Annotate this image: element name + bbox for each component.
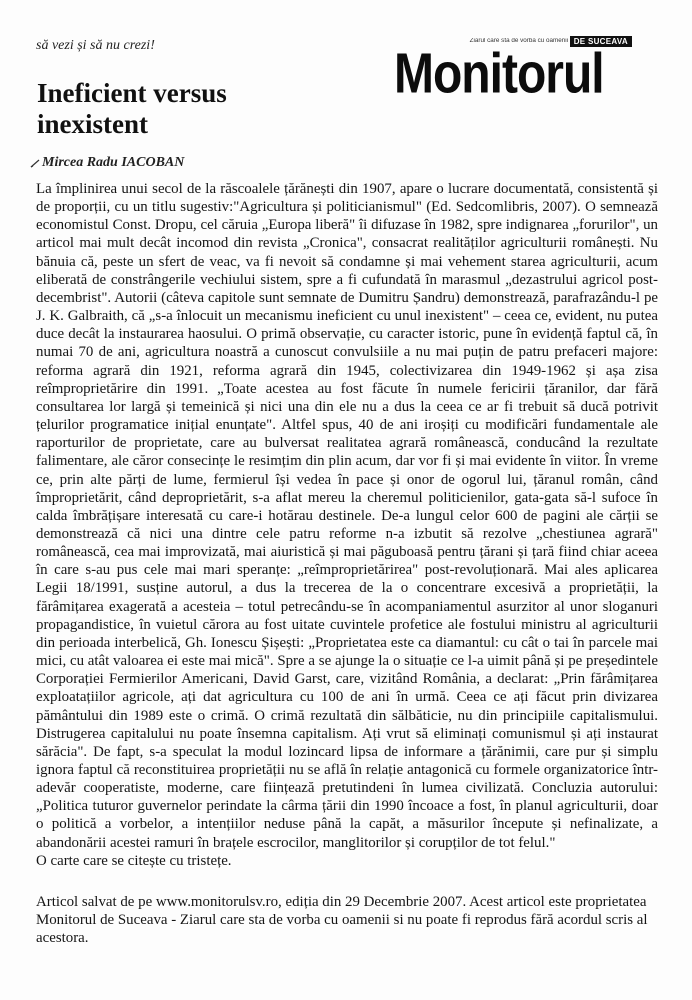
section-kicker: să vezi și să nu crezi! [36,38,155,53]
author-byline [30,155,184,171]
masthead-tagline: Ziarul care stă de vorbă cu oamenii [469,38,569,44]
article-paragraph: La împlinirea unui secol de la răscoalele țărănești din 1907, apare o lucrare documentată, consistentă și de proporții, cu un titlu sugestiv:"Agricultura și politicianismul" (Ed. Sedcomlibris, 2007). O semnează economistul Const. Dropu, cel căruia „Europa liberă" îi difuzase în 1982, spre indignarea „forurilor", un articol mai mult decât incomod din revista „Cronica", consacrat realităților agriculturii românești. Nu bănuia că, peste un sfert de veac, va fi nevoit să condamne și mai vehement starea agriculturii, acum eliberată de constrângerile vechiului sistem, spre a fi cufundată în marasmul „dezastrului agricol post-decembrist". Autorii (câteva capitole sunt semnate de Dumitru Șandru) demonstrează, parafrazându-l pe J. K. Galbraith, că „s-a înlocuit un mecanismu ineficient cu unul inexistent" – ceea ce, evident, nu putea duce decât la instaurarea haosului. O primă observație, cu caracter istoric, pune în evidență faptul că, în numai 70 de ani, agricultura noastră a cunoscut convulsiile a nu mai puțin de patru prefaceri majore: reforma agrară din 1921, reforma agrară din 1945, colectivizarea din 1949-1962 și așa zisa reîmproprietărire din 1991. „Toate acestea au fost făcute în numele fericirii țăranilor, dar fără consultarea lor largă și temeinică și nici una din ele nu a dus la ceea ce ar fi trebuit să ducă potrivit țelurilor programatice inițial enunțate". Altfel spus, 40 de ani iroșiți cu modificări fundamentale ale raporturilor de proprietate, care au bulversat realitatea agrară românească, conducând la rezultate falimentare, ale căror consecințe le resimțim din plin acum, dar vor fi și mai evidente în viitor. În vreme ce, prin alte părți de lume, fermierul își vedea în pace și onor de ogorul lui, țăranul român, când împroprietărit, când deproprietărit, s-a aflat mereu la cheremul politicienilor, gata-gata să-l sufoce în calda îmbrățișare interesată cu care-i hotărau destinele. De-a lungul celor 600 de pagini ale cărții se demonstrează că nici una dintre cele patru reforme n-a izbutit să rezolve „chestiunea agrară" românească, cea mai improvizată, mai aiuristică și mai păguboasă pentru țărani și țară fiind chiar aceea în care s-au pus cele mai mari speranțe: „reîmproprietărirea" post-revoluționară. Mai ales aplicarea Legii 18/1991, susține autorul, a dus la trecerea de la o concentrare excesivă a proprietății, la fărâmițarea exagerată a acesteia – totul petrecându-se în acompaniamentul asurzitor al unor sloganuri propagandistice, în vuietul cărora au fost uitate cuvintele profetice ale fostului ministru al agriculturii din perioada interbelică, Gh. Ionescu Șișești: „Proprietatea este ca diamantul: cu cât o tai în parcele mai mici, cu atât valoarea ei este mai mică". Spre a se ajunge la o situație ce l-a uimit până și pe președintele Corporației Fermierilor Americani, David Garst, care, vizitând România, a declarat: „Prin fărâmițarea exploatațiilor agricole, ați dat agricultura cu 100 de ani în urmă. Ceea ce ați făcut prin divizarea pământului din 1989 este o crimă. O crimă rezultată din sălbăticie, nu din principiile capitalismului. Distrugerea capitalului nu poate însemna capitalism. Ați vrut să eliminați comunismul și ați instaurat sărăcia". De fapt, s-a speculat la modul lozincard lipsa de informare a țărănimii, care pur și simplu ignora faptul că reconstituirea proprietății nu se află în relație antagonică cu formele organizatorice într-adevăr cooperatiste, moderne, care ființează pretutindeni în lumea civilizată. Concluzia autorului: „Politica tuturor guvernelor perindate la cârma țării din 1990 încoace a fost, în planul agriculturii, doar o politică a vorbelor, a intențiilor neduse până la capăt, a măsurilor începute și nefinalizate, a abandonării acestei ramuri în brațele escrocilor, manglitorilor și corupților de tot felul." [36,181,658,851]
source-footer: Articol salvat de pe www.monitorulsv.ro, ediția din 29 Decembrie 2007. Acest articol este proprietatea Monitorul de Suceava - Ziarul care sta de vorba cu oamenii si nu poate fi reprodus fără acordul scris al acestora. [36,894,648,947]
article-title [37,78,337,140]
newspaper-masthead [392,27,632,106]
article-title-line-2: inexistent [37,109,148,139]
author-name: Mircea Radu IACOBAN [42,155,185,170]
article-closing-line: O carte care se citește cu tristețe. [36,853,232,869]
article-body [36,180,658,852]
newspaper-logo: Monitorul [394,43,604,106]
pen-icon [30,158,40,168]
article-title-line-1: Ineficient versus [37,78,227,108]
masthead-badge: DE SUCEAVA [570,36,632,47]
